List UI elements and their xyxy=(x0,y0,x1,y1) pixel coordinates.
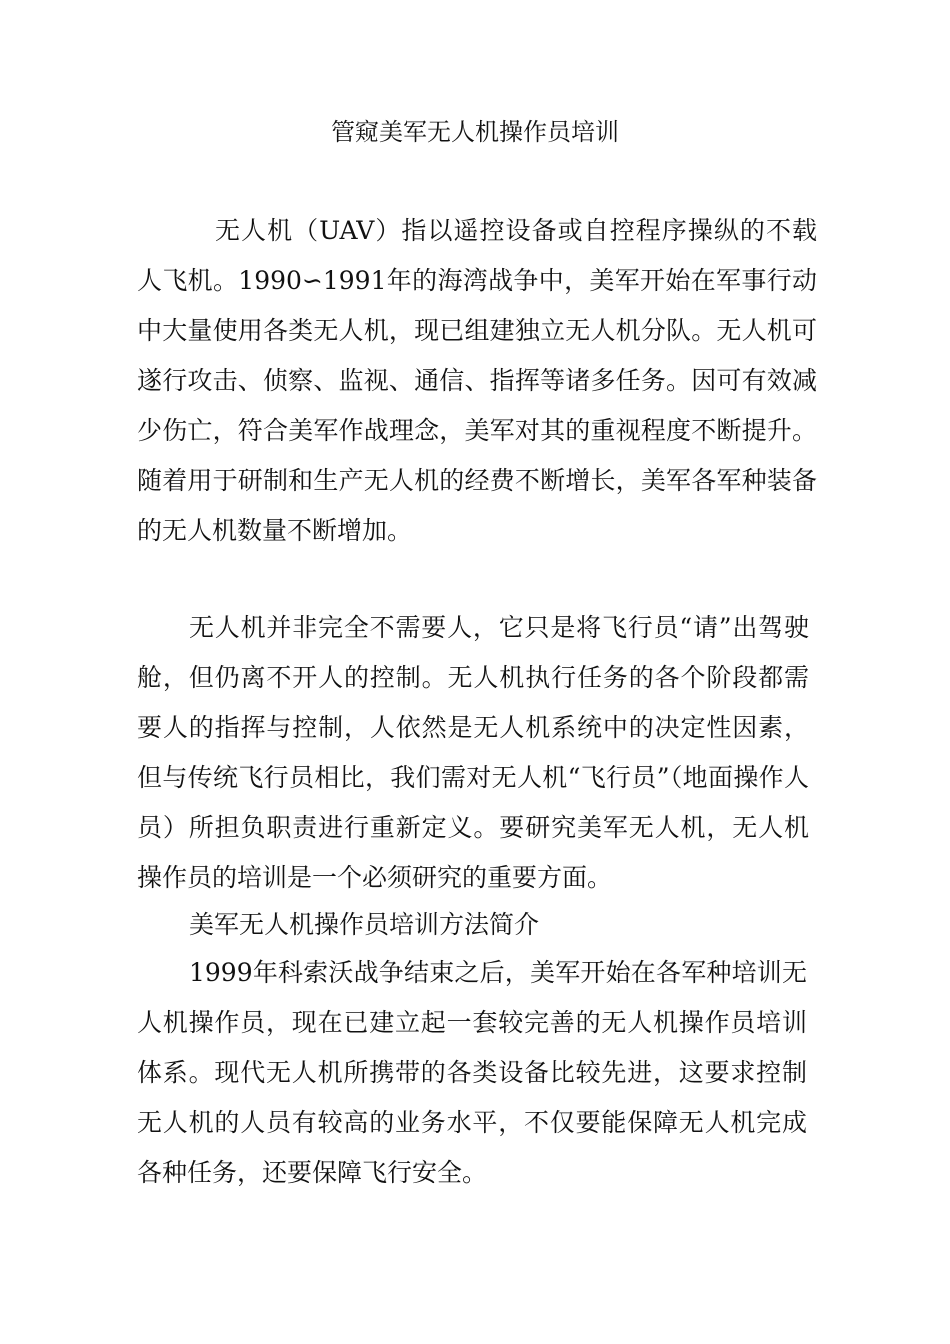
document-title: 管窥美军无人机操作员培训 xyxy=(331,118,619,146)
paragraph-human-control: 无人机并非完全不需要人，它只是将飞行员“请”出驾驶舱，但仍离不开人的控制。无人机执行任务的各个阶段都需要人的指挥与控制，人依然是无人机系统中的决定性因素，但与传统飞行员相比，我们需对无人机“飞行员”（地面操作人员）所担负职责进行重新定义。要研究美军无人机，无人机操作员的培训是一个必须研究的重要方面。 xyxy=(137,613,809,892)
paragraph-intro: 无人机（UAV）指以遥控设备或自控程序操纵的不载人飞机。1990∽1991年的海湾战争中，美军开始在军事行动中大量使用各类无人机，现已组建独立无人机分队。无人机可遂行攻击、侦察、监视、通信、指挥等诸多任务。因可有效减少伤亡，符合美军作战理念，美军对其的重视程度不断提升。随着用于研制和生产无人机的经费不断增长，美军各军种装备的无人机数量不断增加。 xyxy=(137,216,817,545)
paragraph-training-system: 1999年科索沃战争结束之后，美军开始在各军种培训无人机操作员，现在已建立起一套较完善的无人机操作员培训体系。现代无人机所携带的各类设备比较先进，这要求控制无人机的人员有较高的业务水平，不仅要能保障无人机完成各种任务，还要保障飞行安全。 xyxy=(137,958,807,1187)
section-heading-training-methods: 美军无人机操作员培训方法简介 xyxy=(189,910,540,939)
